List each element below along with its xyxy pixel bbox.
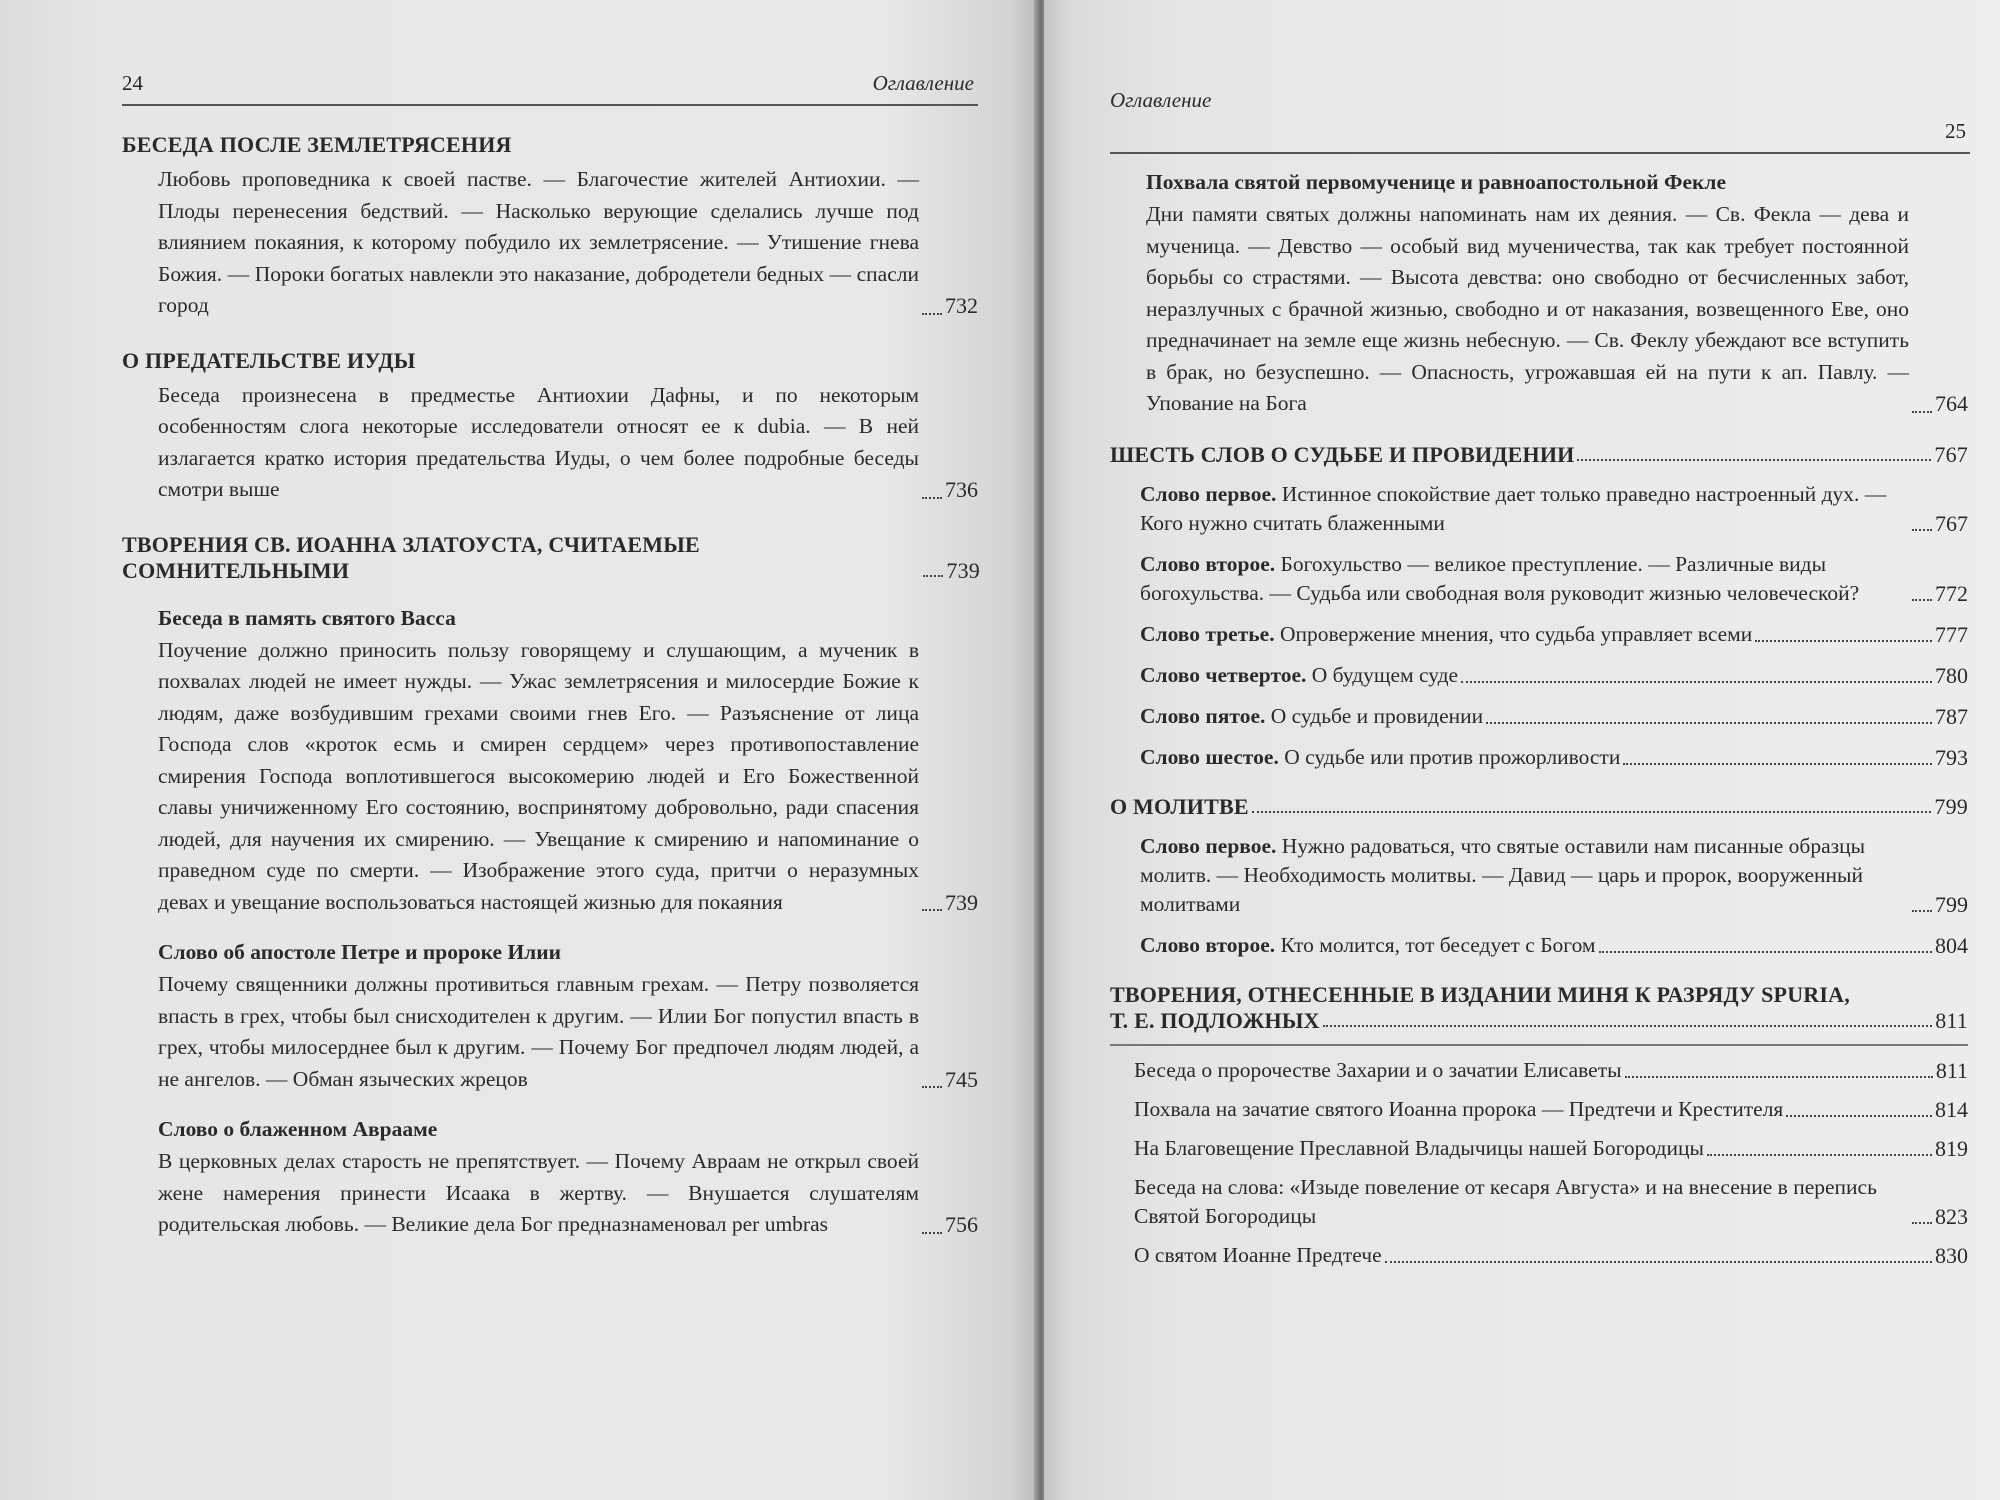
page-ref: 793 xyxy=(1935,744,1968,770)
page-ref: 811 xyxy=(1935,1007,1968,1033)
toc-entry xyxy=(1140,832,1968,919)
page-number: 25 xyxy=(1945,119,1966,143)
entry-label: Слово пятое. xyxy=(1140,703,1266,728)
entry-title: Слово об апостоле Петре и пророке Илии xyxy=(158,940,561,964)
description-text: Любовь проповедника к своей пастве. — Благочестие жителей Антиохии. — Плоды перенесения бедствий. — Насколько верующие сделались лучше под влиянием покаяния, к которому побудило их землетрясение. — Утишение гнева Божия. — Пороки богатых навлекли это наказание, добродетели бедных — спасли город xyxy=(158,167,919,317)
section-description xyxy=(158,380,978,506)
entry-description xyxy=(158,969,978,1095)
page-ref: 739 xyxy=(945,889,978,915)
entry-description xyxy=(158,1146,978,1241)
section-title: ТВОРЕНИЯ СВ. ИОАННА ЗЛАТОУСТА, СЧИТАЕМЫЕ СОМНИТЕЛЬНЫМИ xyxy=(122,531,700,583)
entry-text: О будущем суде xyxy=(1311,662,1459,687)
leader-dots xyxy=(1577,459,1931,461)
entry-text: О судьбе и провидении xyxy=(1270,703,1484,728)
entry-text: Опровержение мнения, что судьба управляет всеми xyxy=(1279,621,1753,646)
entry-title: Похвала святой первомученице и равноапостольной Фекле xyxy=(1146,170,1726,194)
section-title: О МОЛИТВЕ xyxy=(1110,793,1249,819)
entry-title: Беседа в память святого Васса xyxy=(158,605,456,630)
page-ref: 823 xyxy=(1935,1203,1968,1229)
leader-dots xyxy=(1786,1115,1932,1117)
right-page-header xyxy=(1110,82,1970,154)
page-ref: 736 xyxy=(945,477,978,502)
section-description xyxy=(158,164,978,322)
leader-dots xyxy=(922,1086,942,1088)
toc-entry xyxy=(1134,1056,1968,1085)
leader-dots xyxy=(922,909,942,911)
leader-dots xyxy=(1599,951,1932,953)
leader-dots xyxy=(1252,811,1932,813)
page-ref: 745 xyxy=(945,1066,978,1092)
entry-label: Слово второе. xyxy=(1140,932,1276,957)
leader-dots xyxy=(1385,1261,1932,1263)
leader-dots xyxy=(923,575,943,577)
page-ref: 819 xyxy=(1935,1135,1968,1161)
toc-entry xyxy=(1140,702,1968,731)
left-page-header xyxy=(122,58,978,106)
leader-dots xyxy=(922,497,942,499)
page-ref: 814 xyxy=(1935,1096,1968,1122)
page-ref: 756 xyxy=(945,1212,978,1237)
page-number: 24 xyxy=(122,71,143,95)
entry-text: Беседа о пророчестве Захарии и о зачатии Елисаветы xyxy=(1134,1057,1622,1082)
running-header: Оглавление xyxy=(872,71,974,95)
leader-dots xyxy=(1912,599,1932,601)
leader-dots xyxy=(922,313,942,315)
leader-dots xyxy=(1323,1025,1932,1027)
leader-dots xyxy=(1461,681,1932,683)
entry-text: Беседа на слова: «Изыде повеление от кесаря Августа» и на внесение в перепись Святой Богородицы xyxy=(1134,1174,1877,1228)
entry-text: Богохульство — великое преступление. — Различные виды богохульства. — Судьба или свободная воля руководит жизнью человеческой? xyxy=(1140,551,1860,605)
page-ref: 777 xyxy=(1935,621,1968,647)
leader-dots xyxy=(1707,1154,1932,1156)
section-title-line: Т. Е. ПОДЛОЖНЫХ xyxy=(1110,1007,1320,1033)
section-heading-spuria xyxy=(1110,982,1968,1034)
entry-text: Нужно радоваться, что святые оставили нам писанные образцы молитв. — Необходимость молитвы. — Давид — царь и пророк, вооруженный молитвами xyxy=(1140,833,1866,916)
section-heading: О ПРЕДАТЕЛЬСТВЕ ИУДЫ xyxy=(122,347,416,373)
entry-text: Кто молится, тот беседует с Богом xyxy=(1280,932,1596,957)
page-ref: 799 xyxy=(1934,793,1968,819)
leader-dots xyxy=(1755,640,1932,642)
leader-dots xyxy=(1912,411,1932,413)
description-text: Поучение должно приносить пользу говорящему и слушающим, а мученик в похвалах людей не имеет нужды. — Ужас землетрясения и милосердие Божие к людям, даже возбудившим грехами своими гнев Его. — Разъяснение от лица Господа слов «кроток есмь и смирен сердцем» через противопоставление смирения Господа воплотившегося высокомерию людей и Его Божественной славы уничиженному Его состоянию, воспринятому добровольно, ради спасения людей, для научения их смирению. — Увещание к смирению и напоминание о праведном суде по смерти. — Изображение этого суда, притчи о неразумных девах и увещание воспользоваться настоящей жизнью для покаяния xyxy=(158,637,919,914)
entry-text: О святом Иоанне Предтече xyxy=(1134,1242,1382,1267)
leader-dots xyxy=(1623,763,1932,765)
leader-dots xyxy=(922,1232,942,1234)
entry-text: На Благовещение Преславной Владычицы нашей Богородицы xyxy=(1134,1135,1704,1160)
entry-description xyxy=(1146,199,1968,420)
running-header: Оглавление xyxy=(1110,88,1212,112)
toc-entry xyxy=(1140,550,1968,608)
page-ref: 739 xyxy=(946,557,980,583)
toc-entry xyxy=(1140,931,1968,960)
description-text: Беседа произнесена в предместье Антиохии Дафны, и по некоторым особенностям слога некоторые исследователи относят ее к dubia. — В ней излагается кратко история предательства Иуды, о чем более подробные беседы смотри выше xyxy=(158,382,919,501)
entry-description xyxy=(158,635,978,919)
entry-label: Слово второе. xyxy=(1140,551,1276,576)
page-ref: 799 xyxy=(1935,891,1968,917)
section-heading-fate xyxy=(1110,442,1968,468)
page-ref: 767 xyxy=(1934,441,1968,467)
toc-entry xyxy=(1140,743,1968,772)
description-text: Дни памяти святых должны напоминать нам их деяния. — Св. Фекла — дева и мученица. — Девство — особый вид мученичества, так как требует постоянной борьбы со страстями. — Высота девства: оно свободно от бесчисленных забот, неразлучных с брачной жизнью, свободно и от наказания, возвещенного Еве, оно предначинает на земле еще жизнь небесную. — Св. Феклу убеждают все вступить в брак, но безуспешно. — Опасность, угрожавшая ей на пути к ап. Павлу. — Упование на Бога xyxy=(1146,202,1909,415)
toc-entry xyxy=(1134,1241,1968,1270)
page-ref: 787 xyxy=(1935,703,1968,729)
page-ref: 830 xyxy=(1935,1242,1968,1268)
page-ref: 804 xyxy=(1935,932,1968,958)
page-ref: 780 xyxy=(1935,662,1968,688)
leader-dots xyxy=(1912,529,1932,531)
page-ref: 811 xyxy=(1935,1057,1968,1083)
leader-dots xyxy=(1912,1222,1932,1224)
section-heading-prayer xyxy=(1110,794,1968,820)
leader-dots xyxy=(1625,1076,1933,1078)
description-text: В церковных делах старость не препятствует. — Почему Авраам не открыл своей жене намерения принести Исаака в жертву. — Внушается слушателям родительская любовь. — Великие дела Бог предназнаменовал per umbras xyxy=(158,1149,919,1236)
page-ref: 772 xyxy=(1935,580,1968,606)
entry-text: Истинное спокойствие дает только праведно настроенный дух. — Кого нужно считать блаженными xyxy=(1140,481,1887,535)
toc-entry xyxy=(1140,620,1968,649)
page-ref: 767 xyxy=(1935,510,1968,536)
leader-dots xyxy=(1912,910,1932,912)
leader-dots xyxy=(1486,722,1932,724)
section-title-line: ТВОРЕНИЯ, ОТНЕСЕННЫЕ В ИЗДАНИИ МИНЯ К РАЗРЯДУ SPURIA, xyxy=(1110,981,1850,1007)
section-title: ШЕСТЬ СЛОВ О СУДЬБЕ И ПРОВИДЕНИИ xyxy=(1110,441,1575,467)
right-page xyxy=(1044,0,2000,1500)
description-text: Почему священники должны противиться главным грехам. — Петру позволяется впасть в грех, чтобы был снисходителен к другим. — Илии Бог попустил впасть в грех, чтобы милосерднее был к другим. — Почему Бог предпочел людям людей, а не ангелов. — Обман языческих жрецов xyxy=(158,972,919,1091)
toc-entry xyxy=(1134,1095,1968,1124)
entry-label: Слово первое. xyxy=(1140,481,1277,506)
entry-label: Слово четвертое. xyxy=(1140,662,1307,687)
divider xyxy=(1110,1044,1968,1046)
toc-entry xyxy=(1140,480,1968,538)
page-ref: 764 xyxy=(1935,391,1968,416)
toc-entry xyxy=(1134,1173,1968,1231)
section-heading-dubia xyxy=(122,532,980,584)
entry-text: Похвала на зачатие святого Иоанна пророка — Предтечи и Крестителя xyxy=(1134,1096,1784,1121)
page-ref: 732 xyxy=(945,293,978,318)
toc-entry xyxy=(1140,661,1968,690)
entry-label: Слово шестое. xyxy=(1140,744,1279,769)
entry-label: Слово третье. xyxy=(1140,621,1275,646)
toc-entry xyxy=(1134,1134,1968,1163)
entry-text: О судьбе или против прожорливости xyxy=(1284,744,1621,769)
entry-label: Слово первое. xyxy=(1140,833,1277,858)
section-heading: БЕСЕДА ПОСЛЕ ЗЕМЛЕТРЯСЕНИЯ xyxy=(122,132,512,157)
entry-title: Слово о блаженном Аврааме xyxy=(158,1117,438,1141)
